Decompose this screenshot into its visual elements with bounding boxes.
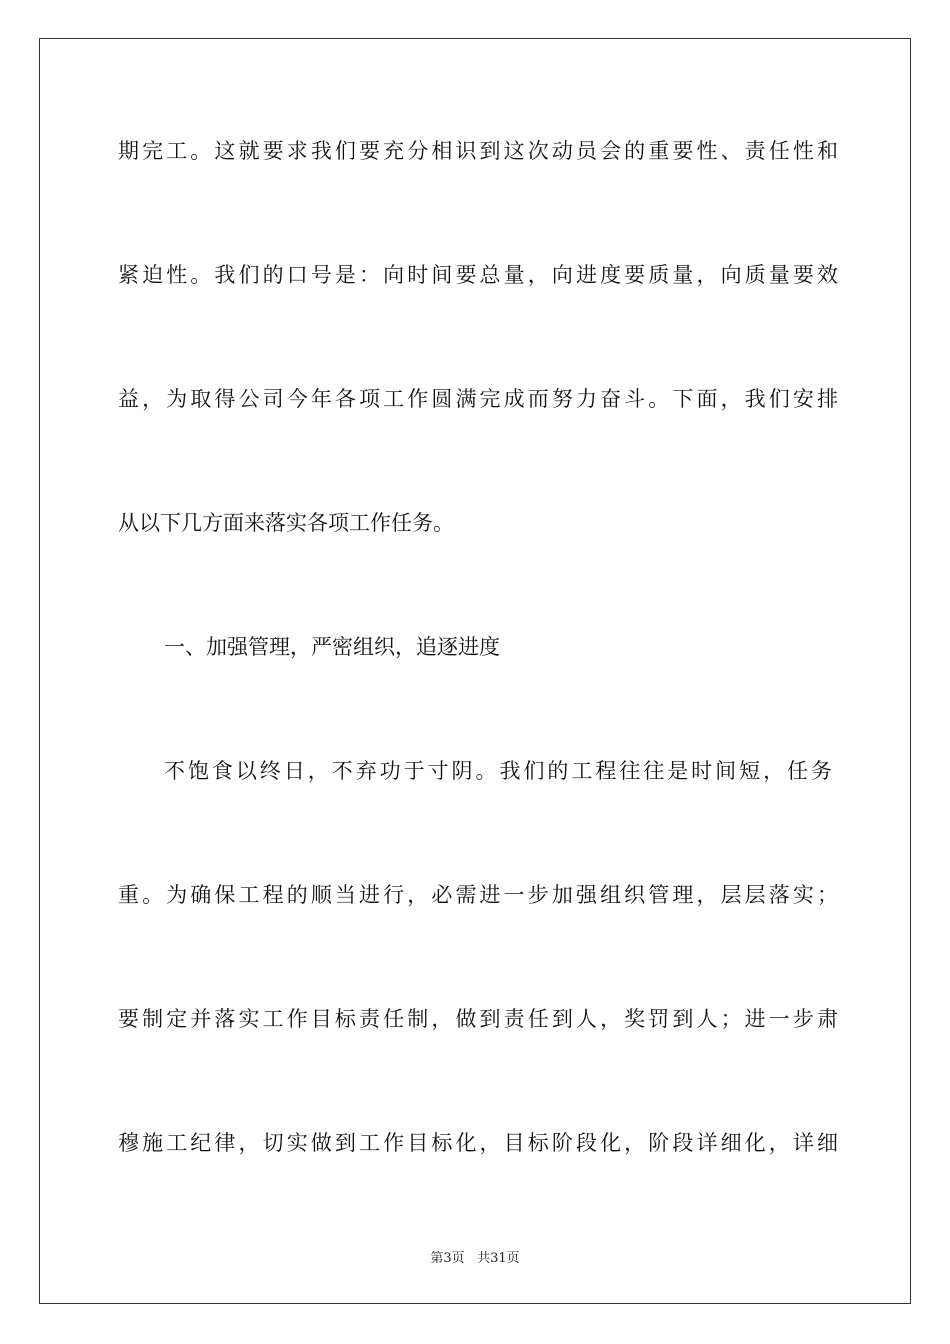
- paragraph-line: 期完工。这就要求我们要充分相识到这次动员会的重要性、责任性和: [118, 139, 838, 163]
- page-number: 第3页: [430, 1251, 465, 1266]
- page-total: 共31页: [477, 1251, 520, 1266]
- page-footer: [0, 1247, 950, 1266]
- paragraph-line: 紧迫性。我们的口号是：向时间要总量，向进度要质量，向质量要效: [118, 263, 838, 287]
- paragraph-line: 益，为取得公司今年各项工作圆满完成而努力奋斗。下面，我们安排: [118, 387, 838, 411]
- paragraph-line: 穆施工纪律，切实做到工作目标化，目标阶段化，阶段详细化，详细: [118, 1131, 838, 1155]
- paragraph-line: 不饱食以终日，不弃功于寸阴。我们的工程往往是时间短，任务: [164, 759, 832, 783]
- paragraph-line: 从以下几方面来落实各项工作任务。: [118, 511, 454, 535]
- paragraph-line: 重。为确保工程的顺当进行，必需进一步加强组织管理，层层落实；: [118, 883, 838, 907]
- page-border: [39, 38, 911, 1304]
- paragraph-line: 要制定并落实工作目标责任制，做到责任到人，奖罚到人；进一步肃: [118, 1007, 838, 1031]
- section-heading: 一、加强管理，严密组织，追逐进度: [164, 635, 500, 659]
